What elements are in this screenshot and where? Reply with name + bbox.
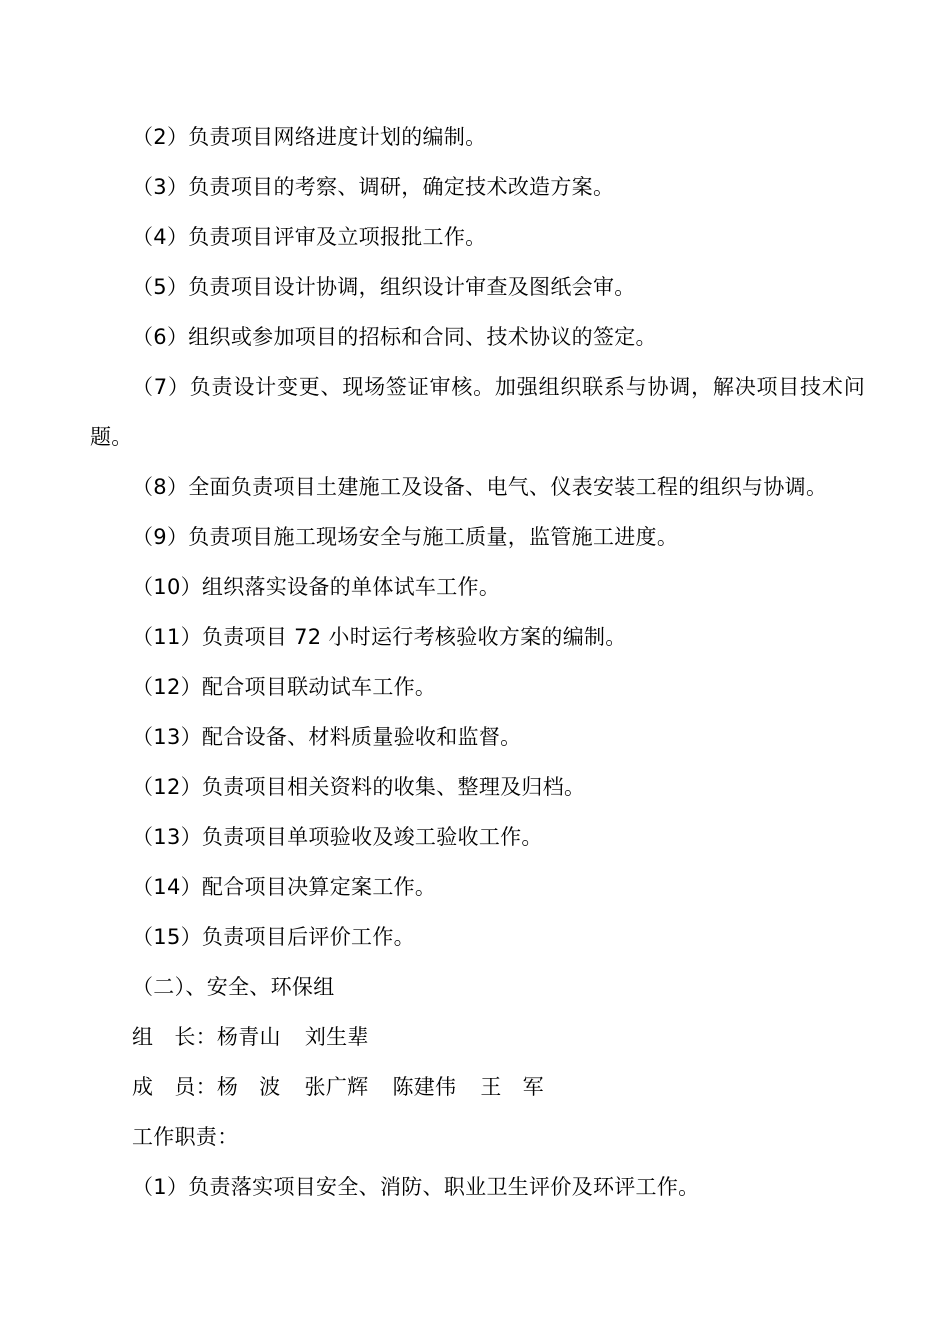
member-name: 张广辉 — [304, 1075, 369, 1099]
member-name: 军 — [522, 1075, 544, 1099]
paragraph-item-14: （14）配合项目决算定案工作。 — [132, 875, 437, 899]
paragraph-item-15: （15）负责项目后评价工作。 — [132, 925, 415, 949]
paragraph-item-11: （11）负责项目 72 小时运行考核验收方案的编制。 — [132, 625, 627, 649]
member-name: 王 — [480, 1075, 502, 1099]
members-label-b: 员： — [174, 1075, 217, 1099]
leader-label-a: 组 — [132, 1025, 154, 1049]
duty-item-1: （1）负责落实项目安全、消防、职业卫生评价及环评工作。 — [132, 1175, 700, 1199]
leader-name: 刘生辈 — [304, 1025, 369, 1049]
paragraph-item-10: （10）组织落实设备的单体试车工作。 — [132, 575, 501, 599]
leader-line — [90, 1012, 865, 1062]
member-name: 波 — [259, 1075, 281, 1099]
paragraph-item-5: （5）负责项目设计协调，组织设计审查及图纸会审。 — [132, 275, 636, 299]
paragraph-item-8: （8）全面负责项目土建施工及设备、电气、仪表安装工程的组织与协调。 — [132, 475, 828, 499]
paragraph-item-12a: （12）配合项目联动试车工作。 — [132, 675, 437, 699]
paragraph-item-12b: （12）负责项目相关资料的收集、整理及归档。 — [132, 775, 586, 799]
member-name: 杨 — [216, 1075, 239, 1099]
leader-label-b: 长： — [174, 1025, 217, 1049]
members-label-a: 成 — [132, 1075, 154, 1099]
paragraph-item-7: （7）负责设计变更、现场签证审核。加强组织联系与协调，解决项目技术问题。 — [90, 375, 865, 449]
leader-name: 杨青山 — [216, 1025, 281, 1049]
member-name: 陈建伟 — [392, 1075, 457, 1099]
paragraph-item-3: （3）负责项目的考察、调研，确定技术改造方案。 — [132, 175, 615, 199]
document-body — [90, 112, 865, 1212]
paragraph-item-4: （4）负责项目评审及立项报批工作。 — [132, 225, 487, 249]
paragraph-item-13a: （13）配合设备、材料质量验收和监督。 — [132, 725, 522, 749]
paragraph-item-6: （6）组织或参加项目的招标和合同、技术协议的签定。 — [132, 325, 657, 349]
paragraph-item-2: （2）负责项目网络进度计划的编制。 — [132, 125, 487, 149]
paragraph-item-9: （9）负责项目施工现场安全与施工质量，监管施工进度。 — [132, 525, 679, 549]
paragraph-item-13b: （13）负责项目单项验收及竣工验收工作。 — [132, 825, 543, 849]
duties-heading: 工作职责： — [132, 1125, 239, 1149]
members-line — [90, 1062, 865, 1112]
section-heading: （二）、安全、环保组 — [132, 975, 335, 999]
